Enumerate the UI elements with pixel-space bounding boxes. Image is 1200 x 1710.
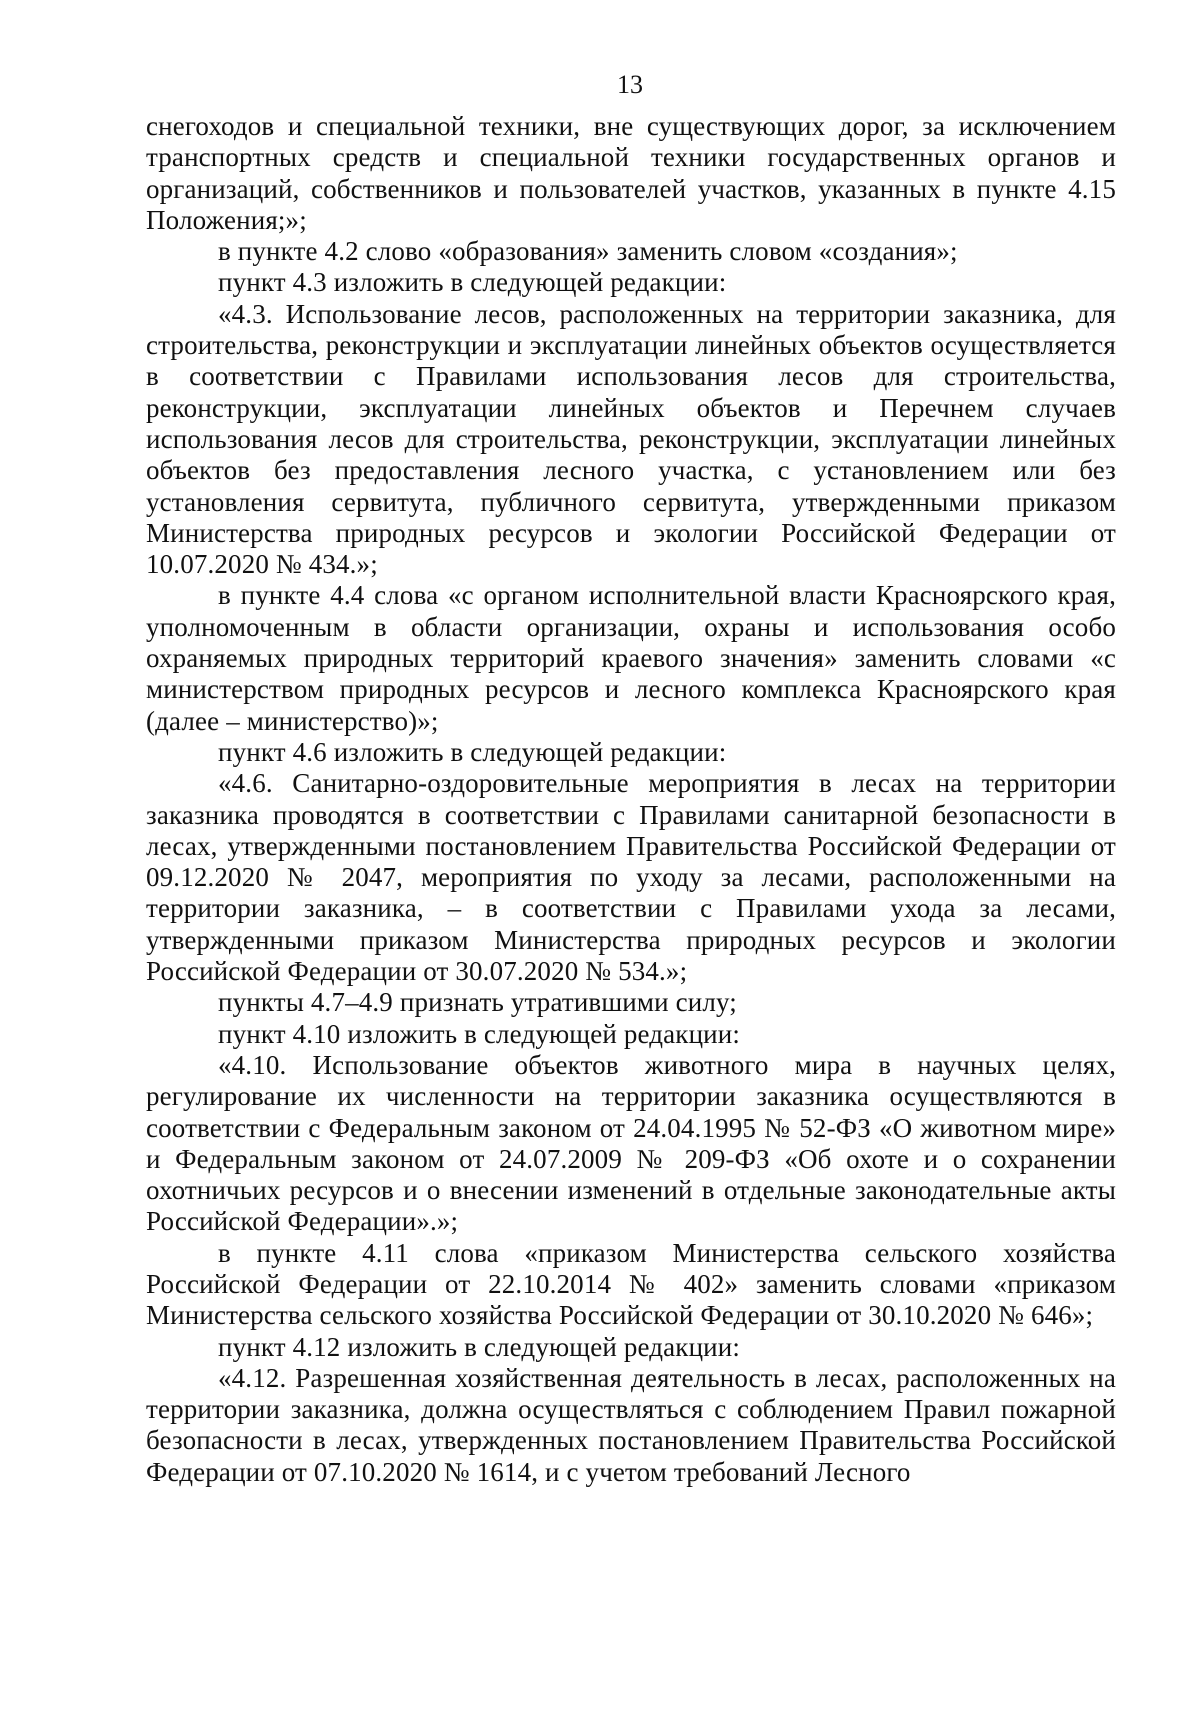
paragraph: пункт 4.6 изложить в следующей редакции: (218, 736, 727, 767)
paragraph: в пункте 4.2 слово «образования» заменить словом «создания»; (218, 236, 958, 267)
paragraph: в пункте 4.11 слова «приказом Министерства сельского хозяйства Российской Федерации от 22.10.2014 № 402» заменить словами «приказом Министерства сельского хозяйства Российской Федерации от 30.10.2020 № 646»; (146, 1237, 1116, 1331)
paragraph: в пункте 4.4 слова «с органом исполнительной власти Красноярского края, уполномоченным в области организации, охраны и использования особо охраняемых природных территорий краевого значения» заменить словами «с министерством природных ресурсов и лесного комплекса Красноярского края (далее – министерство)»; (146, 580, 1116, 736)
paragraph: «4.10. Использование объектов животного мира в научных целях, регулирование их численности на территории заказника осуществляются в соответствии с Федеральным законом от 24.04.1995 № 52-ФЗ «О животном мире» и Федеральным законом от 24.07.2009 № 209-ФЗ «Об охоте и о сохранении охотничьих ресурсов и о внесении изменений в отдельные законодательные акты Российской Федерации».»; (146, 1049, 1116, 1237)
paragraph: пункт 4.3 изложить в следующей редакции: (218, 267, 727, 298)
paragraph: пункт 4.12 изложить в следующей редакции: (218, 1331, 741, 1362)
paragraph: «4.12. Разрешенная хозяйственная деятельность в лесах, расположенных на территории заказника, должна осуществляться с соблюдением Правил пожарной безопасности в лесах, утвержденных постановлением Правительства Российской Федерации от 07.10.2020 № 1614, и с учетом требований Лесного (146, 1362, 1116, 1487)
paragraph: снегоходов и специальной техники, вне существующих дорог, за исключением транспортных средств и специальной техники государственных органов и организаций, собственников и пользователей участков, указанных в пункте 4.15 Положения;»; (146, 111, 1116, 235)
paragraph: пункт 4.10 изложить в следующей редакции: (218, 1018, 741, 1049)
paragraph: пункты 4.7–4.9 признать утратившими силу; (218, 987, 737, 1018)
paragraph: «4.3. Использование лесов, расположенных на территории заказника, для строительства, реконструкции и эксплуатации линейных объектов осуществляется в соответствии с Правилами использования лесов для строительства, реконструкции, эксплуатации линейных объектов и Перечнем случаев использования лесов для строительства, реконструкции, эксплуатации линейных объектов без предоставления лесного участка, с установлением или без установления сервитута, публичного сервитута, утвержденными приказом Министерства природных ресурсов и экологии Российской Федерации от 10.07.2020 № 434.»; (146, 298, 1116, 580)
paragraph: «4.6. Санитарно-оздоровительные мероприятия в лесах на территории заказника проводятся в соответствии с Правилами санитарной безопасности в лесах, утвержденными постановлением Правительства Российской Федерации от 09.12.2020 № 2047, мероприятия по уходу за лесами, расположенными на территории заказника, – в соответствии с Правилами ухода за лесами, утвержденными приказом Министерства природных ресурсов и экологии Российской Федерации от 30.07.2020 № 534.»; (146, 768, 1116, 987)
page-number: 13 (617, 70, 643, 99)
document-body (146, 111, 1116, 1488)
